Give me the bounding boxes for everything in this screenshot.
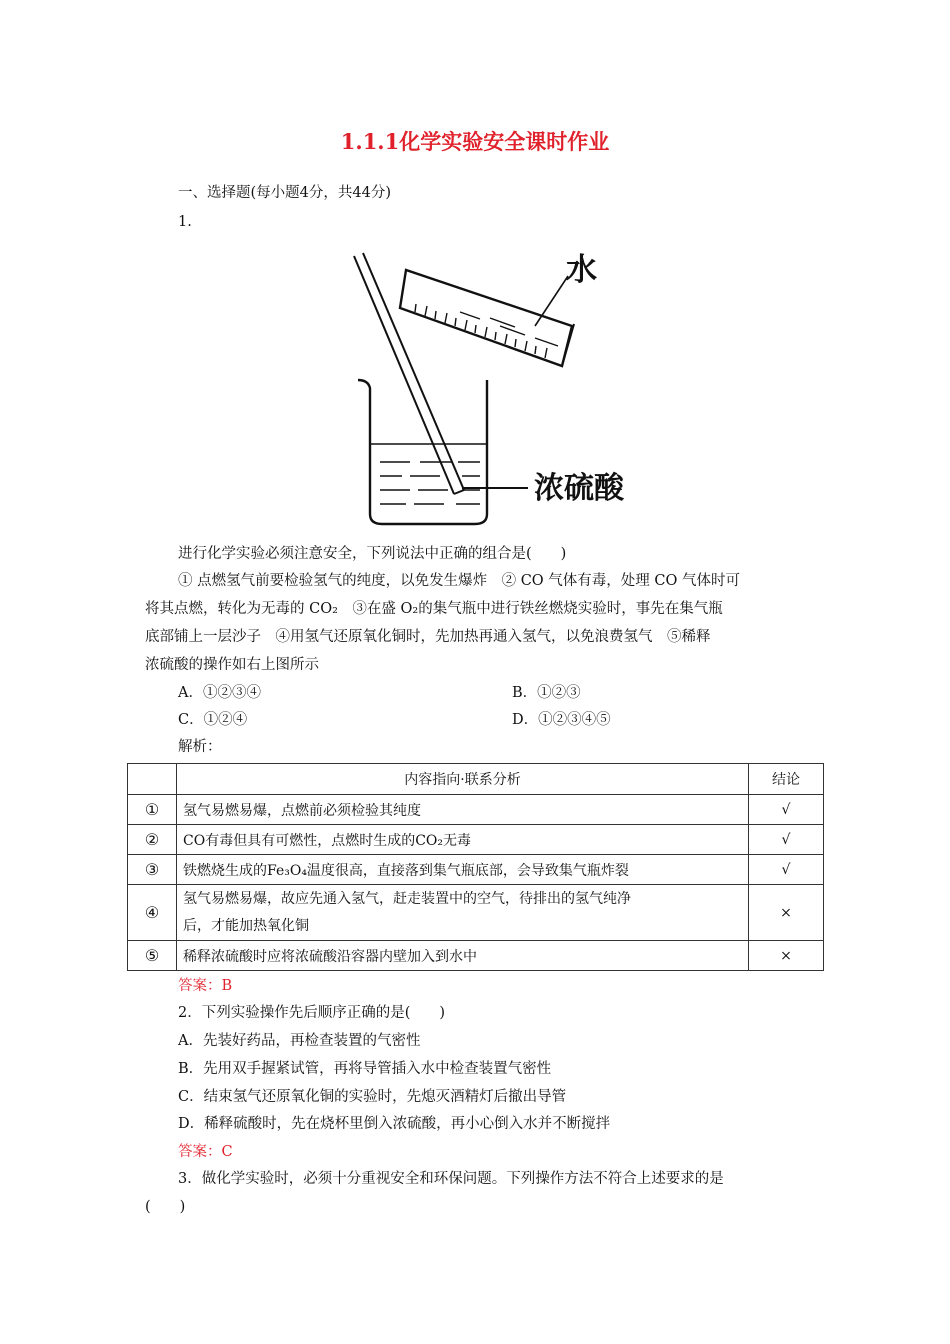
table-row (128, 825, 824, 855)
option-d: D．①②③④⑤ (512, 712, 611, 728)
header-result: 结论 (749, 764, 824, 795)
table-header-row (128, 764, 824, 795)
row-num: ③ (128, 855, 177, 885)
statement-line-2: 将其点燃，转化为无毒的 CO₂ ③在盛 O₂的集气瓶中进行铁丝燃烧实验时，事先在集气瓶 (145, 601, 723, 617)
answer-2: 答案：C (178, 1144, 233, 1160)
table-row (128, 941, 824, 971)
row-content-multiline (177, 885, 749, 941)
statement-line-4: 浓硫酸的操作如右上图所示 (145, 657, 319, 673)
water-label: 水 (566, 252, 597, 288)
option-a: A．①②③④ (178, 685, 261, 701)
question-3-stem: 3．做化学实验时，必须十分重视安全和环保问题。下列操作方法不符合上述要求的是 (178, 1171, 724, 1187)
option-b: B．①②③ (512, 685, 581, 701)
q2-option-c: C．结束氢气还原氧化铜的实验时，先熄灭酒精灯后撤出导管 (178, 1089, 567, 1105)
answer-1: 答案：B (178, 978, 233, 994)
row-result: × (749, 941, 824, 971)
row-result: √ (749, 825, 824, 855)
row-content: 稀释浓硫酸时应将浓硫酸沿容器内壁加入到水中 (177, 941, 749, 971)
section-heading: 一、选择题(每小题4分，共44分) (178, 185, 391, 201)
q2-option-a: A．先装好药品，再检查装置的气密性 (178, 1033, 421, 1049)
question-1-number: 1. (178, 214, 192, 230)
row-num: ① (128, 795, 177, 825)
row-content: 氢气易燃易爆，点燃前必须检验其纯度 (177, 795, 749, 825)
table-row (128, 855, 824, 885)
acid-liquid-dashes (380, 462, 480, 504)
page-title: 1.1.1化学实验安全课时作业 (340, 129, 610, 154)
question-1-stem: 进行化学实验必须注意安全，下列说法中正确的组合是( ) (178, 546, 567, 562)
question-3-bracket: ( ) (145, 1199, 186, 1215)
analysis-label: 解析： (178, 739, 222, 755)
table-row (128, 795, 824, 825)
row-num: ⑤ (128, 941, 177, 971)
row-num: ④ (128, 885, 177, 941)
statement-line-1: ① 点燃氢气前要检验氢气的纯度，以免发生爆炸 ② CO 气体有毒，处理 CO 气体时可 (178, 573, 741, 589)
option-c: C．①②④ (178, 712, 248, 728)
header-content: 内容指向·联系分析 (177, 764, 749, 795)
row-result: × (749, 885, 824, 941)
row-content: 氢气易燃易爆，故应先通入氢气，赶走装置中的空气，待排出的氢气纯净 (183, 890, 631, 907)
measuring-cylinder (400, 270, 574, 366)
question-2-stem: 2．下列实验操作先后顺序正确的是( ) (178, 1005, 446, 1021)
row-result: √ (749, 855, 824, 885)
dilution-figure (340, 248, 660, 533)
beaker (358, 380, 487, 524)
acid-label: 浓硫酸 (534, 471, 624, 506)
row-num: ② (128, 825, 177, 855)
row-result: √ (749, 795, 824, 825)
table-row (128, 885, 824, 941)
header-num (128, 764, 177, 795)
row-content: 铁燃烧生成的Fe₃O₄温度很高，直接落到集气瓶底部，会导致集气瓶炸裂 (177, 855, 749, 885)
statement-line-3: 底部铺上一层沙子 ④用氢气还原氧化铜时，先加热再通入氢气，以免浪费氢气 ⑤稀释 (145, 629, 711, 645)
cylinder-scale (415, 304, 558, 358)
row-content-continued: 后，才能加热氧化铜 (183, 917, 309, 934)
q2-option-b: B．先用双手握紧试管，再将导管插入水中检查装置气密性 (178, 1061, 552, 1077)
analysis-table (127, 763, 824, 971)
row-content: CO有毒但具有可燃性，点燃时生成的CO₂无毒 (177, 825, 749, 855)
q2-option-d: D．稀释硫酸时，先在烧杯里倒入浓硫酸，再小心倒入水并不断搅拌 (178, 1116, 611, 1132)
